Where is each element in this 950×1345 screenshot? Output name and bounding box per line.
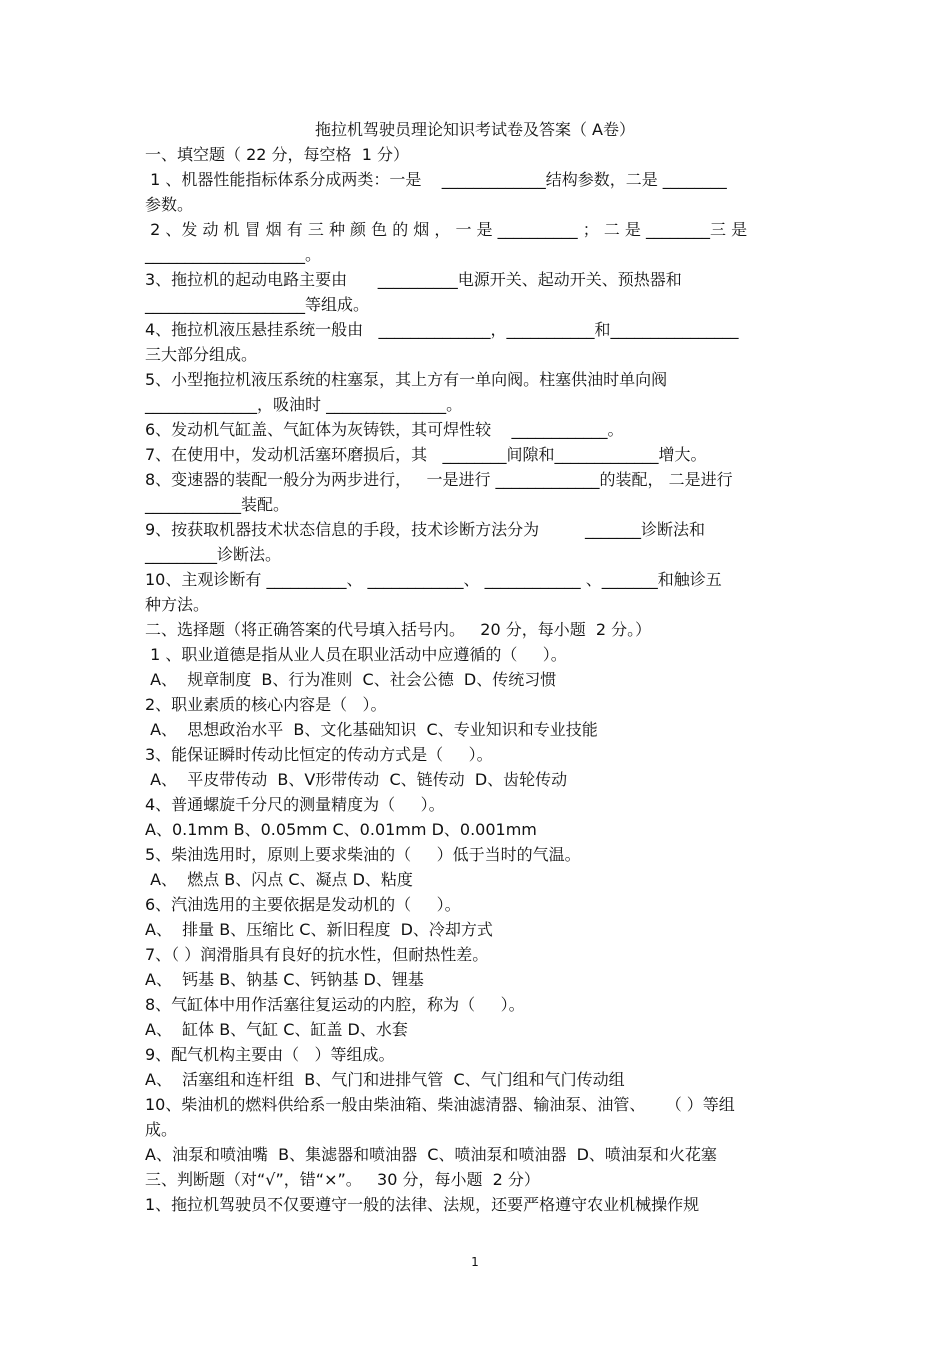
question-line: 10、柴油机的燃料供给系一般由柴油箱、柴油滤清器、输油泵、油管、 （ ）等组 — [145, 1095, 735, 1114]
question-line: 3、拖拉机的起动电路主要由 __________电源开关、起动开关、预热器和 — [145, 270, 682, 289]
question-line: 4、拖拉机液压悬挂系统一般由 ______________，___________和________________ — [145, 320, 739, 339]
option-line: A、 规章制度 B、行为准则 C、社会公德 D、传统习惯 — [145, 670, 557, 689]
option-line: A、 燃点 B、闪点 C、凝点 D、粘度 — [145, 870, 413, 889]
section-heading-choice: 二、选择题（将正确答案的代号填入括号内。 20 分，每小题 2 分。） — [145, 620, 652, 639]
question-line: 1、拖拉机驾驶员不仅要遵守一般的法律、法规，还要严格遵守农业机械操作规 — [145, 1195, 700, 1214]
question-line: 2、职业素质的核心内容是（ ）。 — [145, 695, 387, 714]
question-line: ____________________。 — [145, 245, 322, 264]
question-line: 2 、发 动 机 冒 烟 有 三 种 颜 色 的 烟 ， 一 是 __________ ； 二 是 ________三 是 — [145, 220, 748, 239]
question-line: 5、小型拖拉机液压系统的柱塞泵，其上方有一单向阀。柱塞供油时单向阀 — [145, 370, 668, 389]
option-line: A、 钙基 B、钠基 C、钙钠基 D、锂基 — [145, 970, 424, 989]
option-line: A、0.1mm B、0.05mm C、0.01mm D、0.001mm — [145, 820, 537, 839]
option-line: A、 缸体 B、气缸 C、缸盖 D、水套 — [145, 1020, 408, 1039]
question-line: ____________________等组成。 — [145, 295, 370, 314]
question-line: 3、能保证瞬时传动比恒定的传动方式是（ ）。 — [145, 745, 493, 764]
question-line: 9、配气机构主要由（ ）等组成。 — [145, 1045, 395, 1064]
page-number: 1 — [471, 1255, 479, 1269]
question-line: 成。 — [145, 1120, 178, 1139]
question-line: _________诊断法。 — [145, 545, 282, 564]
question-line: 1 、职业道德是指从业人员在职业活动中应遵循的（ ）。 — [145, 645, 567, 664]
option-line: A、 活塞组和连杆组 B、气门和进排气管 C、气门组和气门传动组 — [145, 1070, 625, 1089]
question-line: 5、柴油选用时，原则上要求柴油的（ ）低于当时的气温。 — [145, 845, 581, 864]
question-line: 6、发动机气缸盖、气缸体为灰铸铁，其可焊性较 ____________。 — [145, 420, 624, 439]
option-line: A、 排量 B、压缩比 C、新旧程度 D、冷却方式 — [145, 920, 493, 939]
page-title: 拖拉机驾驶员理论知识考试卷及答案（ A卷） — [314, 120, 636, 139]
question-line: ______________，吸油时 _______________。 — [145, 395, 463, 414]
question-line: 三大部分组成。 — [145, 345, 258, 364]
section-heading-judgement: 三、判断题（对“√”，错“×”。 30 分，每小题 2 分） — [145, 1170, 540, 1189]
question-line: 9、按获取机器技术状态信息的手段，技术诊断方法分为 _______诊断法和 — [145, 520, 705, 539]
option-line: A、油泵和喷油嘴 B、集滤器和喷油器 C、喷油泵和喷油器 D、喷油泵和火花塞 — [145, 1145, 717, 1164]
question-line: 7、（ ）润滑脂具有良好的抗水性，但耐热性差。 — [145, 945, 489, 964]
question-line: 7、在使用中，发动机活塞环磨损后，其 ________间隙和_____________增大。 — [145, 445, 707, 464]
question-line: 10、主观诊断有 __________、 ____________、 ____________ 、_______和触诊五 — [145, 570, 722, 589]
question-line: 8、变速器的装配一般分为两步进行， 一是进行 _____________的装配， 二是进行 — [145, 470, 733, 489]
option-line: A、 平皮带传动 B、V形带传动 C、链传动 D、齿轮传动 — [145, 770, 568, 789]
option-line: A、 思想政治水平 B、文化基础知识 C、专业知识和专业技能 — [145, 720, 598, 739]
question-line: 参数。 — [145, 195, 194, 214]
question-line: 1 、机器性能指标体系分成两类：一是 _____________结构参数，二是 ________ — [145, 170, 727, 189]
question-line: 6、汽油选用的主要依据是发动机的（ ）。 — [145, 895, 461, 914]
question-line: ____________装配。 — [145, 495, 290, 514]
question-line: 种方法。 — [145, 595, 210, 614]
question-line: 4、普通螺旋千分尺的测量精度为（ ）。 — [145, 795, 445, 814]
question-line: 8、气缸体中用作活塞往复运动的内腔，称为（ ）。 — [145, 995, 525, 1014]
section-heading-fill-blank: 一、填空题（ 22 分，每空格 1 分） — [145, 145, 409, 164]
